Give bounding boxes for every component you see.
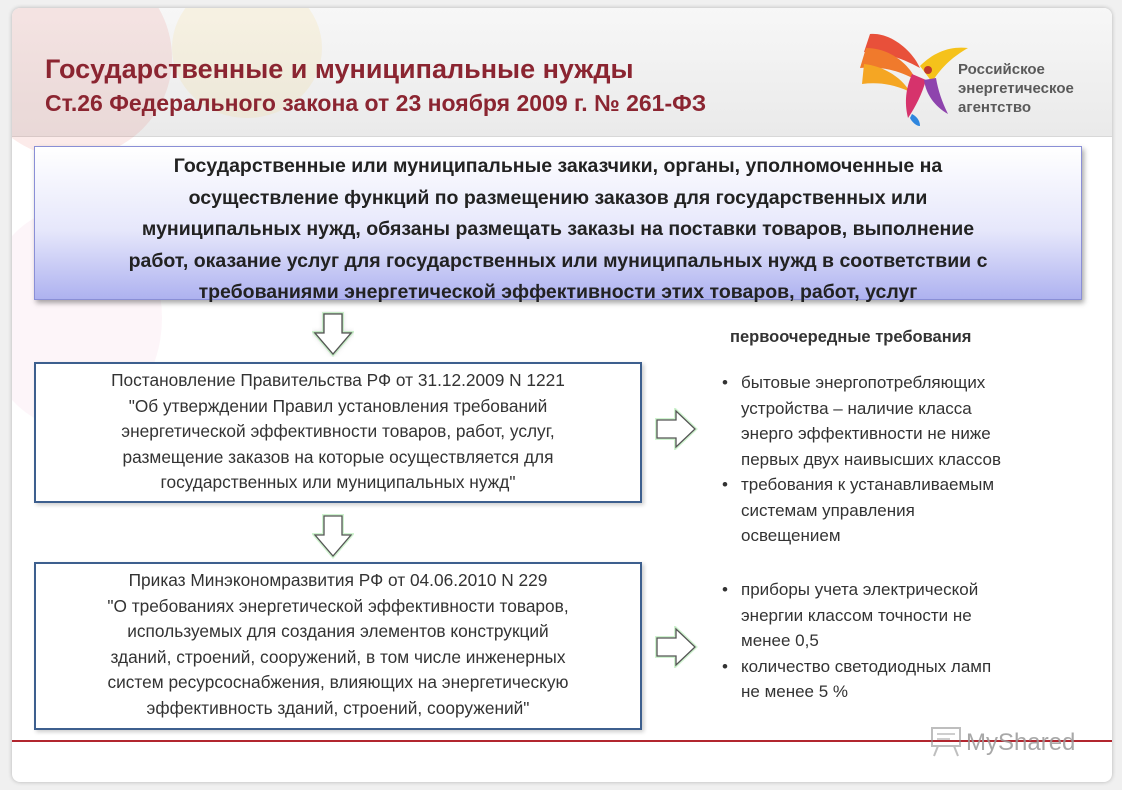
main-box-line: Государственные или муниципальные заказчики, органы, уполномоченные на [173, 155, 943, 177]
main-box-line: муниципальных нужд, обязаны размещать заказы на поставки товаров, выполнение [141, 218, 975, 240]
main-requirement-box [34, 146, 1082, 303]
list-item-line: не менее 5 % [741, 682, 849, 701]
list-item-line: требования к устанавливаемым [741, 475, 995, 494]
page-subtitle: Ст.26 Федерального закона от 23 ноября 2009 г. № 261-ФЗ [45, 90, 707, 116]
requirements-list-2 [712, 577, 991, 705]
document-line: систем ресурсоснабжения, влияющих на энергетическую [107, 672, 569, 692]
logo-text [958, 60, 1074, 117]
bullet-icon: • [722, 656, 728, 676]
bullet-icon: • [722, 475, 728, 494]
right-arrow-icon [654, 408, 698, 450]
list-item [712, 654, 991, 705]
list-item-line: системам управления [741, 500, 915, 520]
list-item-line: освещением [741, 526, 841, 545]
document-box-order-229 [34, 562, 642, 730]
document-line: используемых для создания элементов конструкций [127, 621, 549, 641]
main-box-line: требованиями энергетической эффективности этих товаров, работ, услуг [198, 281, 918, 303]
document-line: "Об утверждении Правил установления требований [128, 395, 548, 416]
page-title: Государственные и муниципальные нужды [45, 54, 634, 84]
list-item-line: энерго эффективности не ниже [741, 424, 991, 443]
list-item [712, 577, 991, 654]
down-arrow-icon [312, 311, 354, 357]
document-line: зданий, строений, сооружений, в том числе инженерных [110, 646, 566, 667]
logo-line: агентство [958, 99, 1032, 116]
list-item-line: устройства – наличие класса [741, 398, 972, 418]
down-arrow-icon [312, 513, 354, 559]
document-line: государственных или муниципальных нужд" [160, 472, 516, 492]
list-item [712, 370, 1001, 472]
document-box-resolution-1221 [34, 362, 642, 503]
slide [12, 8, 1112, 782]
list-item-line: количество светодиодных ламп [741, 656, 992, 676]
logo-line: энергетическое [958, 80, 1074, 97]
document-line: энергетической эффективности товаров, работ, услуг, [121, 421, 555, 441]
logo-line: Российское [958, 61, 1045, 78]
document-line: эффективность зданий, строений, сооружений" [146, 697, 530, 718]
document-line: размещение заказов на которые осуществляется для [122, 446, 554, 467]
list-item-line: менее 0,5 [741, 631, 819, 650]
list-item [712, 472, 1001, 549]
document-line: Постановление Правительства РФ от 31.12.2009 N 1221 [111, 370, 565, 390]
list-item-line: приборы учета электрической [741, 580, 979, 599]
bullet-icon: • [722, 373, 728, 392]
requirements-list-1 [712, 370, 1001, 549]
main-box-line: осуществление функций по размещению заказов для государственных или [188, 186, 928, 209]
requirements-heading: первоочередные требования [730, 328, 972, 346]
document-line: Приказ Минэкономразвития РФ от 04.06.2010 N 229 [128, 570, 548, 590]
right-arrow-icon [654, 626, 698, 668]
list-item-line: бытовые энергопотребляющих [741, 373, 986, 392]
list-item-line: первых двух наивысших классов [741, 449, 1002, 469]
main-box-line: работ, оказание услуг для государственных или муниципальных нужд в соответствии с [128, 249, 988, 272]
list-item-line: энергии классом точности не [741, 605, 972, 625]
watermark-text: MyShared [966, 729, 1076, 756]
bullet-icon: • [722, 580, 728, 599]
document-line: "О требованиях энергетической эффективности товаров, [107, 595, 569, 616]
